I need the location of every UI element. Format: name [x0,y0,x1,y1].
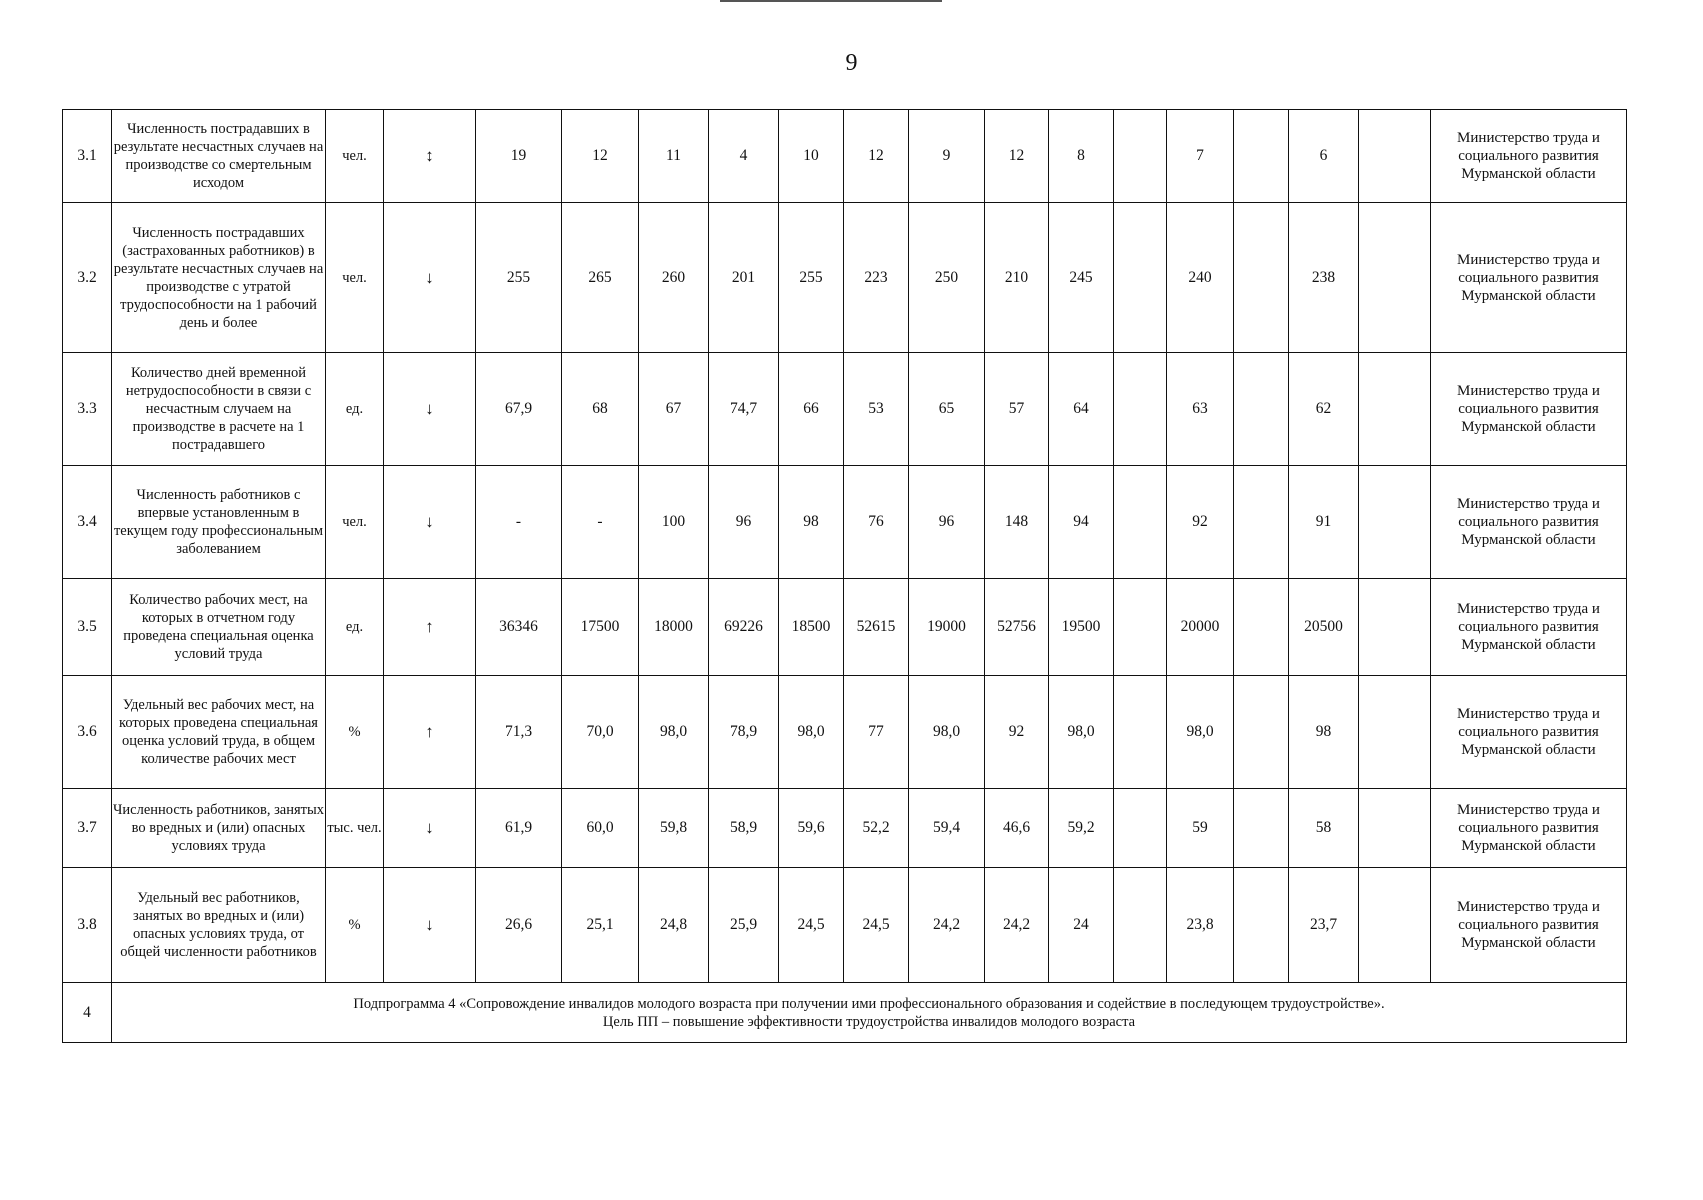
value-cell: 19000 [909,579,985,676]
value-cell [1234,579,1289,676]
trend-cell [384,110,476,203]
value-cell: 61,9 [476,789,562,868]
value-cell: 23,7 [1289,868,1359,983]
value-cell [1114,868,1167,983]
value-cell: 255 [476,203,562,353]
value-cell [1234,789,1289,868]
subprogram-row [63,983,1627,1043]
down-arrow-icon: ↓ [425,399,434,418]
value-cell [1234,466,1289,579]
value-cell: 58,9 [709,789,779,868]
up-down-arrow-icon: ↕ [425,146,434,165]
value-cell: 24,5 [844,868,909,983]
unit-cell: чел. [326,466,384,579]
value-cell: 52615 [844,579,909,676]
value-cell: 77 [844,676,909,789]
value-cell: 24,2 [985,868,1049,983]
value-cell: 98,0 [639,676,709,789]
value-cell: 64 [1049,353,1114,466]
table-row [63,789,1627,868]
value-cell: 260 [639,203,709,353]
value-cell [1114,789,1167,868]
value-cell [1114,466,1167,579]
down-arrow-icon: ↓ [425,512,434,531]
table-row [63,353,1627,466]
value-cell [1114,353,1167,466]
value-cell: 78,9 [709,676,779,789]
value-cell: 59,2 [1049,789,1114,868]
value-cell: 98,0 [779,676,844,789]
responsible-cell: Министерство труда и социального развития Мурманской области [1431,466,1627,579]
value-cell: 25,1 [562,868,639,983]
value-cell: - [562,466,639,579]
value-cell: 65 [909,353,985,466]
row-number-cell: 3.7 [63,789,112,868]
value-cell: 76 [844,466,909,579]
value-cell: 69226 [709,579,779,676]
indicator-name-cell: Количество дней временной нетрудоспособности в связи с несчастным случаем на производстве в расчете на 1 пострадавшего [112,353,326,466]
value-cell: 18000 [639,579,709,676]
value-cell: 94 [1049,466,1114,579]
value-cell: 238 [1289,203,1359,353]
up-arrow-icon: ↑ [425,617,434,636]
value-cell: 250 [909,203,985,353]
value-cell [1359,466,1431,579]
value-cell: 23,8 [1167,868,1234,983]
unit-cell: % [326,868,384,983]
value-cell: 245 [1049,203,1114,353]
value-cell: 12 [844,110,909,203]
value-cell [1234,110,1289,203]
value-cell: 255 [779,203,844,353]
value-cell: 24,5 [779,868,844,983]
value-cell: 59,6 [779,789,844,868]
value-cell: 12 [562,110,639,203]
value-cell: 18500 [779,579,844,676]
unit-cell: тыс. чел. [326,789,384,868]
value-cell: 98 [779,466,844,579]
value-cell [1359,676,1431,789]
responsible-cell: Министерство труда и социального развития Мурманской области [1431,110,1627,203]
up-arrow-icon: ↑ [425,722,434,741]
table-row [63,676,1627,789]
value-cell [1114,676,1167,789]
value-cell: 36346 [476,579,562,676]
value-cell: 24,8 [639,868,709,983]
value-cell: 70,0 [562,676,639,789]
value-cell: 98,0 [1049,676,1114,789]
value-cell [1234,868,1289,983]
responsible-cell: Министерство труда и социального развития Мурманской области [1431,676,1627,789]
value-cell: 63 [1167,353,1234,466]
value-cell: 96 [709,466,779,579]
value-cell: 8 [1049,110,1114,203]
indicator-name-cell: Удельный вес рабочих мест, на которых проведена специальная оценка условий труда, в общем количестве рабочих мест [112,676,326,789]
indicator-name-cell: Численность пострадавших в результате несчастных случаев на производстве со смертельным исходом [112,110,326,203]
value-cell: 52756 [985,579,1049,676]
value-cell: 92 [985,676,1049,789]
value-cell [1359,353,1431,466]
value-cell: 11 [639,110,709,203]
table-row [63,466,1627,579]
table-row [63,579,1627,676]
table-row [63,868,1627,983]
row-number-cell: 3.4 [63,466,112,579]
value-cell: 7 [1167,110,1234,203]
value-cell: 19 [476,110,562,203]
value-cell: 201 [709,203,779,353]
unit-cell: ед. [326,353,384,466]
value-cell [1114,110,1167,203]
value-cell [1234,353,1289,466]
value-cell [1114,203,1167,353]
down-arrow-icon: ↓ [425,818,434,837]
value-cell: 62 [1289,353,1359,466]
subprogram-number-cell: 4 [63,983,112,1043]
value-cell: 100 [639,466,709,579]
value-cell: 4 [709,110,779,203]
trend-cell [384,466,476,579]
trend-cell [384,203,476,353]
trend-cell [384,868,476,983]
responsible-cell: Министерство труда и социального развития Мурманской области [1431,203,1627,353]
down-arrow-icon: ↓ [425,267,434,287]
value-cell: 26,6 [476,868,562,983]
value-cell: 67,9 [476,353,562,466]
table-row [63,203,1627,353]
indicators-table [62,109,1627,1043]
value-cell: 20500 [1289,579,1359,676]
value-cell: 66 [779,353,844,466]
value-cell: 67 [639,353,709,466]
value-cell: 265 [562,203,639,353]
value-cell: 59 [1167,789,1234,868]
value-cell: 71,3 [476,676,562,789]
row-number-cell: 3.2 [63,203,112,353]
value-cell: 24,2 [909,868,985,983]
responsible-cell: Министерство труда и социального развития Мурманской области [1431,789,1627,868]
value-cell [1359,579,1431,676]
indicator-name-cell: Численность пострадавших (застрахованных работников) в результате несчастных случаев на производстве с утратой трудоспособности на 1 рабочий день и более [112,203,326,353]
value-cell: 223 [844,203,909,353]
indicator-name-cell: Количество рабочих мест, на которых в отчетном году проведена специальная оценка условий труда [112,579,326,676]
value-cell: 10 [779,110,844,203]
value-cell [1234,676,1289,789]
page-number: 9 [845,50,858,76]
value-cell: 98,0 [1167,676,1234,789]
table-row [63,110,1627,203]
value-cell: 74,7 [709,353,779,466]
scan-artifact-line [720,0,942,2]
value-cell: 96 [909,466,985,579]
value-cell: 59,4 [909,789,985,868]
unit-cell: ед. [326,579,384,676]
value-cell: 53 [844,353,909,466]
trend-cell [384,789,476,868]
indicator-name-cell: Численность работников, занятых во вредных и (или) опасных условиях труда [112,789,326,868]
value-cell: 60,0 [562,789,639,868]
unit-cell: чел. [326,203,384,353]
indicator-name-cell: Численность работников с впервые установленным в текущем году профессиональным заболеванием [112,466,326,579]
responsible-cell: Министерство труда и социального развития Мурманской области [1431,579,1627,676]
value-cell: 59,8 [639,789,709,868]
value-cell: 24 [1049,868,1114,983]
value-cell: 58 [1289,789,1359,868]
value-cell: 98 [1289,676,1359,789]
value-cell: 6 [1289,110,1359,203]
value-cell: 91 [1289,466,1359,579]
row-number-cell: 3.3 [63,353,112,466]
subprogram-description-cell [112,983,1627,1043]
value-cell [1234,203,1289,353]
value-cell [1359,110,1431,203]
value-cell: 57 [985,353,1049,466]
value-cell [1359,868,1431,983]
value-cell: 17500 [562,579,639,676]
row-number-cell: 3.8 [63,868,112,983]
value-cell [1359,789,1431,868]
value-cell: 25,9 [709,868,779,983]
value-cell: 240 [1167,203,1234,353]
value-cell: 92 [1167,466,1234,579]
unit-cell: чел. [326,110,384,203]
value-cell: 98,0 [909,676,985,789]
trend-cell [384,676,476,789]
value-cell [1359,203,1431,353]
subprogram-title: Подпрограмма 4 «Сопровождение инвалидов молодого возраста при получении ими профессионального образования и содействие в последующем трудоустройстве». [353,995,1385,1012]
subprogram-goal: Цель ПП – повышение эффективности трудоустройства инвалидов молодого возраста [602,1013,1136,1030]
value-cell [1114,579,1167,676]
value-cell: 148 [985,466,1049,579]
value-cell: 19500 [1049,579,1114,676]
indicator-name-cell: Удельный вес работников, занятых во вредных и (или) опасных условиях труда, от общей численности работников [112,868,326,983]
down-arrow-icon: ↓ [425,915,434,934]
value-cell: 46,6 [985,789,1049,868]
value-cell: - [476,466,562,579]
value-cell: 52,2 [844,789,909,868]
row-number-cell: 3.5 [63,579,112,676]
responsible-cell: Министерство труда и социального развития Мурманской области [1431,353,1627,466]
value-cell: 68 [562,353,639,466]
unit-cell: % [326,676,384,789]
row-number-cell: 3.1 [63,110,112,203]
value-cell: 9 [909,110,985,203]
trend-cell [384,579,476,676]
responsible-cell: Министерство труда и социального развития Мурманской области [1431,868,1627,983]
value-cell: 12 [985,110,1049,203]
row-number-cell: 3.6 [63,676,112,789]
trend-cell [384,353,476,466]
value-cell: 20000 [1167,579,1234,676]
value-cell: 210 [985,203,1049,353]
